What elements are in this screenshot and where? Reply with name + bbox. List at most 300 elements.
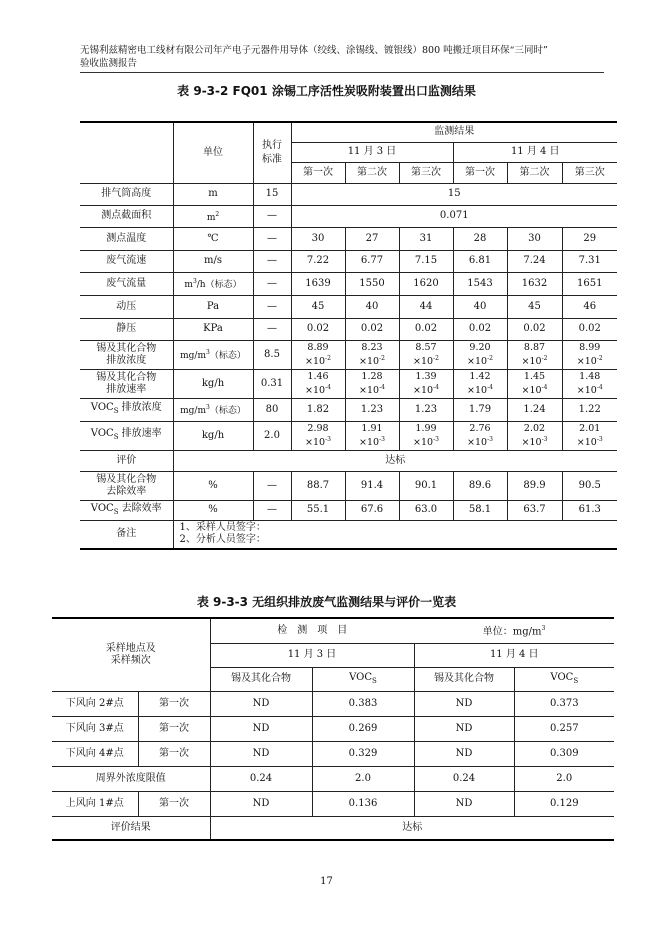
t2-value: 2.0: [514, 766, 614, 791]
t1-row-name-tail: 排放浓度: [118, 402, 162, 413]
t1-row-name: [80, 421, 173, 450]
t1-row-name: [80, 500, 173, 520]
t1-row-name-tail: 去除效率: [118, 502, 162, 514]
t1-value: [453, 369, 507, 398]
t1-head-date1: 11 月 3 日: [291, 142, 453, 162]
t1-row-name: [80, 398, 173, 421]
t1-row-merged-value: 0.071: [291, 205, 617, 227]
t2-value: 0.136: [312, 791, 414, 816]
t1-value: 40: [345, 295, 399, 318]
t1-value: [399, 369, 453, 398]
t2-head-unit-sup: 3: [541, 625, 546, 633]
t1-value-mantissa: 9.20: [469, 341, 491, 353]
t2-value: ND: [414, 741, 514, 766]
t2-value: ND: [210, 716, 312, 741]
t1-row-name: 废气流速: [80, 250, 173, 272]
t2-row-site: 上风向 1#点: [52, 791, 138, 816]
t1-value: 55.1: [291, 500, 345, 520]
t1-value: 89.6: [453, 471, 507, 500]
t1-sci-exp: -2: [541, 354, 548, 362]
t1-value-exponent: [292, 434, 345, 448]
t2-head-date2: 11 月 4 日: [414, 643, 614, 667]
t1-corner: [80, 122, 173, 183]
t1-value-exponent: [292, 382, 345, 396]
t1-value: [345, 369, 399, 398]
t1-value: 1.79: [453, 398, 507, 421]
t1-value: [507, 340, 562, 369]
t1-value-mantissa: 1.39: [415, 370, 437, 382]
t2-col-voc-2-sub: S: [573, 676, 579, 685]
t1-value: 1543: [453, 272, 507, 295]
t1-sci-exp: -4: [596, 383, 603, 391]
t1-value: 63.0: [399, 500, 453, 520]
t1-row-name-base: VOC: [90, 402, 114, 413]
t1-value: [291, 340, 345, 369]
t1-value-exponent: [454, 434, 507, 448]
t1-sci-exp: -3: [433, 435, 439, 443]
t1-row: [80, 183, 617, 205]
t1-sci-exp: -4: [433, 383, 439, 391]
t1-remark-content: [173, 520, 617, 549]
table2-title: 表 9-3-3 无组织排放废气监测结果与评价一览表: [196, 595, 457, 609]
t1-row-unit-base: mg/m: [180, 351, 207, 361]
t1-row-name: 动压: [80, 295, 173, 318]
t2-head-site-2: 采样频次: [110, 654, 151, 666]
t2-value: ND: [210, 691, 312, 716]
t1-value: 28: [453, 227, 507, 250]
t2-col-voc-1-text: VOC: [349, 671, 373, 683]
t1-value: 1.82: [291, 398, 345, 421]
t2-value: 0.383: [312, 691, 414, 716]
t1-value: [345, 421, 399, 450]
t1-sci-prefix: ×10: [467, 385, 488, 397]
t1-sci-exp: -3: [596, 435, 603, 443]
t1-sci-prefix: ×10: [359, 356, 380, 368]
t1-value-exponent: [508, 382, 562, 396]
t1-run-3: 第三次: [399, 162, 453, 183]
t1-sci-exp: -4: [487, 383, 493, 391]
t1-row: [80, 295, 617, 318]
t2-value: ND: [210, 741, 312, 766]
t1-row-std: —: [253, 227, 291, 250]
t1-head-unit: 单位: [173, 122, 253, 183]
t1-row: [80, 227, 617, 250]
t1-head-std-text: 执行标准: [262, 139, 282, 165]
t2-head-date1: 11 月 3 日: [210, 643, 414, 667]
t1-row-name-base: VOC: [90, 502, 114, 514]
t1-row-unit: %: [173, 500, 253, 520]
t1-row-unit: ℃: [173, 227, 253, 250]
t1-row-unit: m/s: [173, 250, 253, 272]
t1-sci-prefix: ×10: [521, 437, 542, 449]
t1-value: 0.02: [291, 318, 345, 340]
t1-sci-exp: -2: [433, 354, 439, 362]
t1-value: 7.15: [399, 250, 453, 272]
t1-remark-1: 1、采样人员签字：: [179, 522, 266, 534]
t1-value-mantissa: 1.42: [469, 370, 491, 382]
t1-value: 30: [507, 227, 562, 250]
t1-row-name-sub: S: [113, 507, 119, 516]
t2-value: ND: [210, 791, 312, 816]
t1-remark-row: [80, 520, 617, 549]
t2-value: 0.257: [514, 716, 614, 741]
t1-row-name-1: 锡及其化合物: [96, 371, 157, 383]
header-divider: [80, 72, 604, 73]
t1-row-std: —: [253, 205, 291, 227]
t1-row-name-2: 排放浓度: [106, 354, 147, 366]
t2-row: [52, 741, 614, 766]
t2-col-tin-1: 锡及其化合物: [210, 667, 312, 691]
t1-value: 40: [453, 295, 507, 318]
t2-eval-row: [52, 816, 614, 840]
t1-row-unit-tail: （标态）: [209, 351, 246, 361]
t1-row-name: [80, 471, 173, 500]
t1-value: 1632: [507, 272, 562, 295]
t1-value: 1620: [399, 272, 453, 295]
t2-row-freq: 第一次: [138, 741, 210, 766]
t1-row: [80, 272, 617, 295]
t2-col-tin-2: 锡及其化合物: [414, 667, 514, 691]
t1-value: 63.7: [507, 500, 562, 520]
t1-row-unit: kg/h: [173, 369, 253, 398]
t1-row-unit-base: m: [206, 212, 216, 223]
table1-title: 表 9-3-2 FQ01 涂锡工序活性炭吸附装置出口监测结果: [177, 84, 476, 98]
t1-sci-exp: -2: [325, 354, 331, 362]
t2-row-site: 下风向 3#点: [52, 716, 138, 741]
t2-value: 0.329: [312, 741, 414, 766]
t1-row-unit-sup: 3: [206, 349, 210, 356]
t1-sci-prefix: ×10: [576, 385, 597, 397]
t1-row-name-sub: S: [113, 407, 119, 415]
t1-value: 45: [507, 295, 562, 318]
t1-value-exponent: [454, 382, 507, 396]
t2-row: [52, 766, 614, 791]
t1-row-name-1: 锡及其化合物: [96, 342, 157, 354]
t2-row: [52, 791, 614, 816]
t1-value-exponent: [346, 434, 399, 448]
t1-value: 7.31: [562, 250, 617, 272]
t1-value: 1651: [562, 272, 617, 295]
t1-value-mantissa: 1.45: [523, 370, 546, 382]
t2-eval-value: 达标: [210, 816, 614, 840]
t1-value-mantissa: 1.28: [361, 370, 383, 382]
t1-value: 7.24: [507, 250, 562, 272]
t1-value-exponent: [400, 353, 453, 367]
t1-row-unit: Pa: [173, 295, 253, 318]
t1-sci-exp: -3: [325, 435, 331, 443]
t1-value-exponent: [292, 353, 345, 367]
t1-row-unit: %: [173, 471, 253, 500]
table-fq01-results: [80, 121, 617, 550]
t1-sci-prefix: ×10: [305, 385, 326, 397]
t1-row-std: —: [253, 272, 291, 295]
t1-value: 27: [345, 227, 399, 250]
t1-row-std: —: [253, 295, 291, 318]
t1-row-unit: kg/h: [173, 421, 253, 450]
table-fugitive-emissions: [52, 617, 614, 841]
t1-row: [80, 450, 617, 471]
t2-value: 0.24: [414, 766, 514, 791]
t1-value: [507, 421, 562, 450]
t1-row-std: 2.0: [253, 421, 291, 450]
t1-value: [562, 340, 617, 369]
t1-sci-prefix: ×10: [359, 437, 380, 449]
t1-row: [80, 369, 617, 398]
t1-value: 31: [399, 227, 453, 250]
t2-eval-label: 评价结果: [52, 816, 210, 840]
t1-row: [80, 471, 617, 500]
t1-sci-prefix: ×10: [305, 356, 326, 368]
t1-value-exponent: [454, 353, 507, 367]
t1-value-exponent: [400, 434, 453, 448]
t1-value-mantissa: 8.87: [523, 341, 546, 353]
t1-value: 1.23: [399, 398, 453, 421]
t1-row: [80, 398, 617, 421]
t2-value: 0.269: [312, 716, 414, 741]
page-number: 17: [320, 876, 333, 887]
t1-value: 1.22: [562, 398, 617, 421]
t1-row-unit: m: [173, 183, 253, 205]
t1-row-name: [80, 369, 173, 398]
t1-value-mantissa: 8.23: [361, 341, 383, 353]
t1-value-mantissa: 8.99: [579, 341, 601, 353]
t2-col-voc-1-sub: S: [372, 676, 377, 685]
t1-row-merged-value: 15: [291, 183, 617, 205]
t1-sci-exp: -4: [325, 383, 331, 391]
page-header: [80, 44, 600, 70]
t1-sci-prefix: ×10: [413, 385, 434, 397]
t2-value: 2.0: [312, 766, 414, 791]
t1-value-exponent: [346, 353, 399, 367]
header-line-1: 无锡利兹精密电工线材有限公司年产电子元器件用导体（绞线、涂锡线、镀银线）800 吨搬迁项目环保“三同时”: [80, 45, 548, 56]
t1-run-5: 第二次: [507, 162, 562, 183]
t1-value-exponent: [563, 353, 618, 367]
t1-eval-value: 达标: [173, 450, 617, 471]
t1-value: 6.77: [345, 250, 399, 272]
t1-value: 89.9: [507, 471, 562, 500]
t1-row: [80, 318, 617, 340]
t1-value: 1.23: [345, 398, 399, 421]
t1-value-exponent: [563, 434, 618, 448]
t1-value: 30: [291, 227, 345, 250]
t1-value: [399, 421, 453, 450]
t1-row-name: 评价: [80, 450, 173, 471]
t1-value-exponent: [508, 353, 562, 367]
t1-remark-label: 备注: [80, 520, 173, 549]
t2-row: [52, 691, 614, 716]
t1-value: [345, 340, 399, 369]
t1-row-name-tail: 排放速率: [118, 428, 162, 439]
t1-sci-prefix: ×10: [359, 385, 380, 397]
t1-row-unit-base: m: [184, 280, 193, 290]
t1-value: 58.1: [453, 500, 507, 520]
t1-sci-exp: -3: [487, 435, 493, 443]
t1-run-1: 第一次: [291, 162, 345, 183]
t1-row: [80, 421, 617, 450]
t1-row-name-2: 排放速率: [106, 383, 147, 395]
t1-value: [291, 421, 345, 450]
t1-value-mantissa: 2.76: [469, 422, 491, 434]
t1-value: 44: [399, 295, 453, 318]
t1-row-name-2: 去除效率: [106, 485, 147, 497]
t1-value: 61.3: [562, 500, 617, 520]
t2-value: ND: [414, 716, 514, 741]
t1-value: [562, 369, 617, 398]
t1-head-date2: 11 月 4 日: [453, 142, 617, 162]
t1-run-4: 第一次: [453, 162, 507, 183]
t1-row: [80, 250, 617, 272]
t1-row-std: —: [253, 250, 291, 272]
t1-value-exponent: [508, 434, 562, 448]
t1-value: 0.02: [562, 318, 617, 340]
t1-run-2: 第二次: [345, 162, 399, 183]
t1-row-name: 废气流量: [80, 272, 173, 295]
t1-sci-exp: -3: [379, 435, 385, 443]
t1-sci-prefix: ×10: [413, 356, 434, 368]
t1-value: 91.4: [345, 471, 399, 500]
t1-sci-prefix: ×10: [413, 437, 434, 449]
t1-value: 45: [291, 295, 345, 318]
t2-head-unit: [414, 618, 614, 643]
t2-head-site: [52, 618, 210, 691]
t1-row-name-base: VOC: [90, 428, 114, 439]
t2-value: 0.373: [514, 691, 614, 716]
t1-row-unit: [173, 340, 253, 369]
t2-row-site: 下风向 2#点: [52, 691, 138, 716]
t1-row-std: 80: [253, 398, 291, 421]
t1-value: 0.02: [507, 318, 562, 340]
header-line-2: 验收监测报告: [80, 58, 138, 69]
t1-value: [399, 340, 453, 369]
t2-col-voc-1: [312, 667, 414, 691]
t1-row-std: 0.31: [253, 369, 291, 398]
t1-remark-2: 2、分析人员签字：: [179, 534, 266, 546]
t2-value: ND: [414, 791, 514, 816]
t2-limit-label: 周界外浓度限值: [52, 766, 210, 791]
t1-value: 90.5: [562, 471, 617, 500]
t1-row: [80, 500, 617, 520]
t1-row-std: 15: [253, 183, 291, 205]
t1-row: [80, 340, 617, 369]
t1-value-mantissa: 2.01: [579, 422, 601, 434]
t2-row-freq: 第一次: [138, 716, 210, 741]
t1-value: 7.22: [291, 250, 345, 272]
t1-row-std: —: [253, 500, 291, 520]
t1-row-unit-tail: /h（标态）: [196, 280, 242, 290]
t1-sci-prefix: ×10: [576, 437, 597, 449]
t1-value: 0.02: [399, 318, 453, 340]
t1-row-std: 8.5: [253, 340, 291, 369]
t1-sci-exp: -4: [379, 383, 385, 391]
t1-row-name: 排气筒高度: [80, 183, 173, 205]
t1-value: 90.1: [399, 471, 453, 500]
t1-value-exponent: [346, 382, 399, 396]
t1-value: [453, 340, 507, 369]
t1-row-std: —: [253, 318, 291, 340]
t1-value-mantissa: 2.02: [523, 422, 546, 434]
t1-value: 67.6: [345, 500, 399, 520]
t2-row: [52, 716, 614, 741]
t1-value-mantissa: 1.99: [415, 422, 437, 434]
t1-value: [562, 421, 617, 450]
t1-row-name: 测点截面积: [80, 205, 173, 227]
t1-row-unit-tail: （标态）: [209, 406, 246, 416]
t1-sci-exp: -2: [379, 354, 385, 362]
t1-row-unit: [173, 205, 253, 227]
t2-value: 0.129: [514, 791, 614, 816]
t1-sci-prefix: ×10: [467, 356, 488, 368]
t1-row-unit: [173, 272, 253, 295]
t1-sci-prefix: ×10: [576, 356, 597, 368]
t1-value: 6.81: [453, 250, 507, 272]
t2-value: 0.24: [210, 766, 312, 791]
t1-value-exponent: [563, 382, 618, 396]
t1-sci-exp: -3: [541, 435, 548, 443]
t2-value: 0.309: [514, 741, 614, 766]
t1-sci-prefix: ×10: [305, 437, 326, 449]
t1-value: 29: [562, 227, 617, 250]
t1-sci-exp: -2: [596, 354, 603, 362]
t2-head-items: 检 测 项 目: [210, 618, 414, 643]
t1-value: [507, 369, 562, 398]
t1-value: 0.02: [345, 318, 399, 340]
t2-row-freq: 第一次: [138, 691, 210, 716]
t2-value: ND: [414, 691, 514, 716]
t2-head-site-1: 采样地点及: [105, 642, 156, 654]
t1-value-mantissa: 1.91: [361, 422, 383, 434]
t1-head-results: 监测结果: [291, 122, 617, 142]
t1-value: 88.7: [291, 471, 345, 500]
t1-row-std: —: [253, 471, 291, 500]
t1-value: [291, 369, 345, 398]
t1-sci-prefix: ×10: [521, 356, 542, 368]
t1-row: [80, 205, 617, 227]
t1-value-mantissa: 8.89: [307, 341, 329, 353]
t1-row-unit-sup: 2: [215, 210, 220, 218]
t1-value-exponent: [400, 382, 453, 396]
t1-sci-exp: -4: [541, 383, 548, 391]
t1-row-unit: KPa: [173, 318, 253, 340]
t1-run-6: 第三次: [562, 162, 617, 183]
t1-row-unit-sup: 3: [192, 278, 197, 285]
t1-sci-prefix: ×10: [521, 385, 542, 397]
t1-row-unit: [173, 398, 253, 421]
t1-row-name: 测点温度: [80, 227, 173, 250]
t1-value: 46: [562, 295, 617, 318]
t1-sci-prefix: ×10: [467, 437, 488, 449]
t1-value: 1550: [345, 272, 399, 295]
t2-col-voc-2-text: VOC: [550, 671, 574, 683]
t1-row-name-sub: S: [113, 433, 119, 441]
t1-value: 1639: [291, 272, 345, 295]
t1-row-name: 静压: [80, 318, 173, 340]
t2-col-voc-2: [514, 667, 614, 691]
t1-row-unit-base: mg/m: [180, 406, 207, 416]
t1-value: 1.24: [507, 398, 562, 421]
t1-value-mantissa: 1.48: [579, 370, 601, 382]
t1-row-name: [80, 340, 173, 369]
t1-value: 0.02: [453, 318, 507, 340]
t1-value: [453, 421, 507, 450]
t2-row-site: 下风向 4#点: [52, 741, 138, 766]
t1-value-mantissa: 2.98: [307, 422, 329, 434]
t2-head-unit-text: 单位：mg/m: [482, 626, 542, 638]
t1-sci-exp: -2: [487, 354, 493, 362]
t1-value-mantissa: 1.46: [307, 370, 329, 382]
t2-row-freq: 第一次: [138, 791, 210, 816]
t1-row-unit-sup: 3: [206, 404, 210, 411]
t1-value-mantissa: 8.57: [415, 341, 437, 353]
